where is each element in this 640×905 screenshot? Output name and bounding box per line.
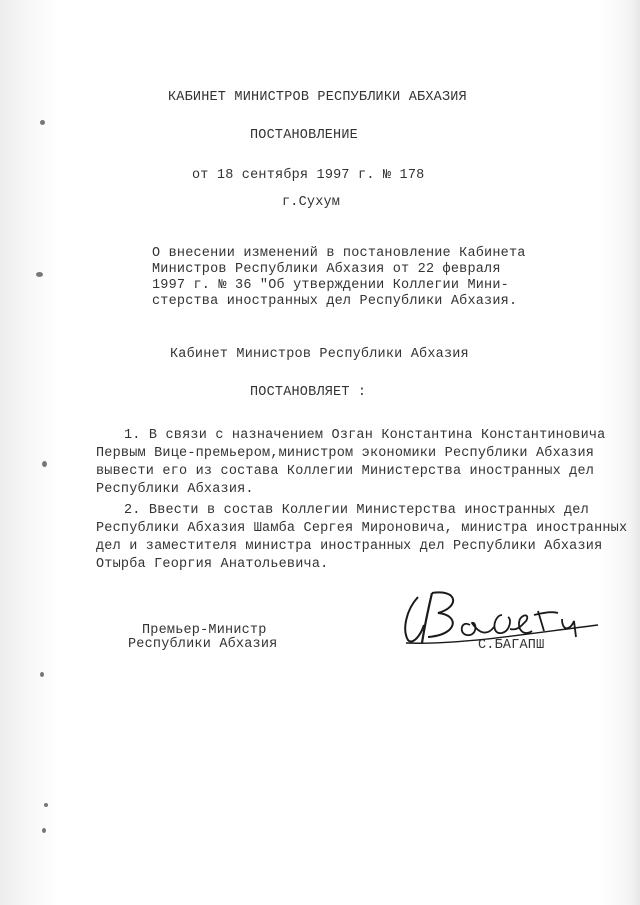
scan-speck [36, 272, 43, 277]
scan-speck [40, 120, 45, 125]
item-1-line: вывести его из состава Коллегии Министерства иностранных дел [96, 464, 595, 479]
subject-line: стерства иностранных дел Республики Абхазия. [152, 294, 518, 309]
signatory-title: Республики Абхазия [128, 637, 278, 652]
scan-speck [44, 803, 48, 807]
organization-heading: КАБИНЕТ МИНИСТРОВ РЕСПУБЛИКИ АБХАЗИЯ [168, 90, 467, 105]
item-2-line: Отырба Георгия Анатольевича. [96, 557, 329, 572]
signatory-title: Премьер-Министр [142, 623, 267, 638]
item-1-line: 1. В связи с назначением Озган Константина Константиновича [124, 428, 606, 443]
scan-speck [40, 672, 44, 677]
handwritten-signature [398, 585, 608, 655]
subject-line: О внесении изменений в постановление Кабинета [152, 246, 526, 261]
document-type: ПОСТАНОВЛЕНИЕ [250, 128, 358, 143]
scan-speck [42, 461, 47, 467]
signatory-name: С.БАГАПШ [478, 638, 545, 653]
item-2-line: дел и заместителя министра иностранных дел Республики Абхазия [96, 539, 603, 554]
city-line: г.Сухум [282, 195, 341, 210]
subject-line: Министров Республики Абхазия от 22 февраля [152, 262, 501, 277]
item-1-line: Первым Вице-премьером,министром экономики Республики Абхазия [96, 446, 595, 461]
preamble: Кабинет Министров Республики Абхазия [170, 347, 469, 362]
subject-line: 1997 г. № 36 "Об утверждении Коллегии Мини- [152, 278, 509, 293]
item-1-line: Республики Абхазия. [96, 482, 254, 497]
scan-speck [42, 828, 46, 833]
date-number-line: от 18 сентября 1997 г. № 178 [192, 168, 425, 183]
item-2-line: Республики Абхазия Шамба Сергея Мироновича, министра иностранных [96, 521, 628, 536]
resolves-heading: ПОСТАНОВЛЯЕТ : [250, 385, 367, 400]
item-2-line: 2. Ввести в состав Коллегии Министерства иностранных дел [124, 503, 589, 518]
